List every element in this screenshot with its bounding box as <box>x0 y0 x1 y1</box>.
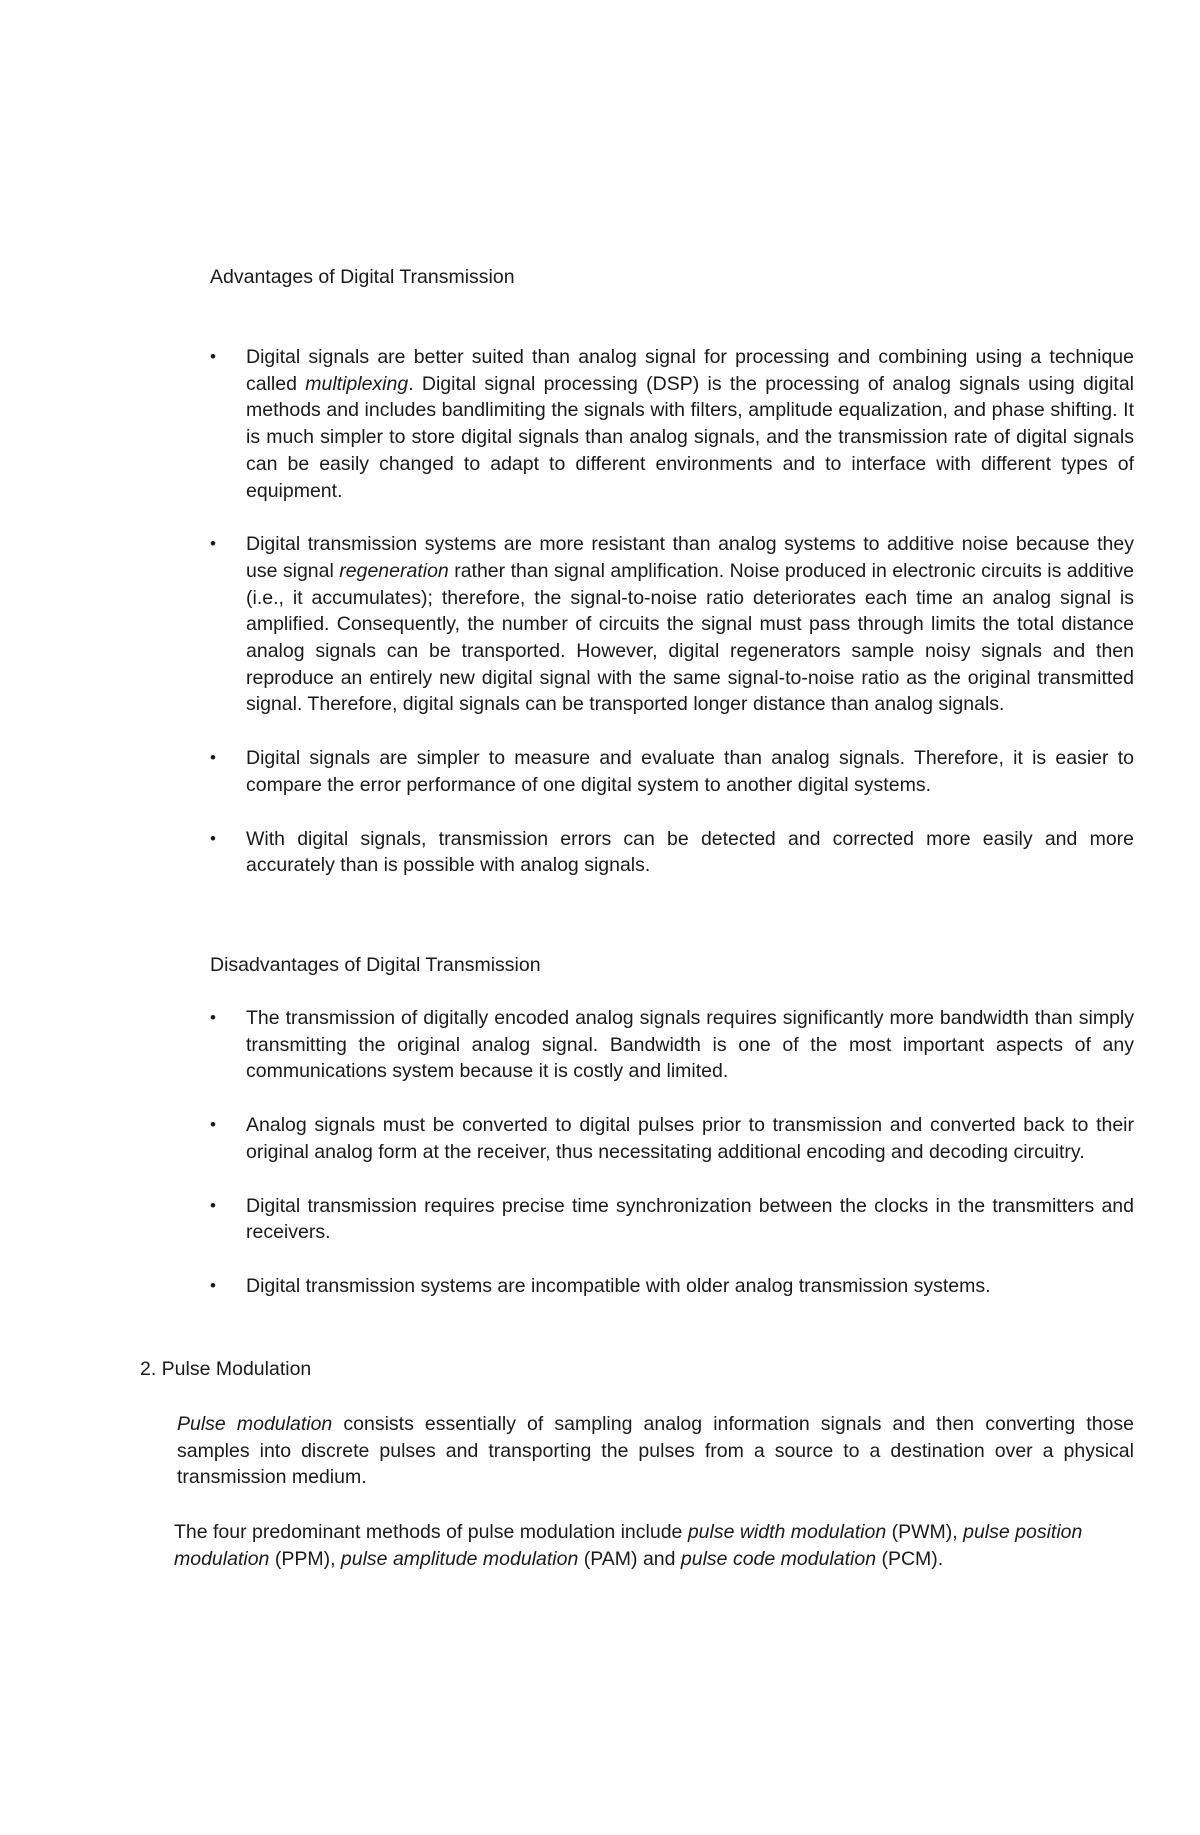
term-ppm: pulse position modulation <box>174 1521 1083 1570</box>
bullet-icon: • <box>210 1008 216 1027</box>
term-pcm: pulse code modulation <box>680 1547 877 1570</box>
item-text: Digital signals are simpler to measure and evaluate than analog signals. Therefore, it is easier to compare the error performance of one digital system to another digital systems. <box>246 747 1134 796</box>
bullet-icon: • <box>210 1275 216 1295</box>
item-text: Digital transmission systems are more resistant than analog systems to additive noise because they use signal regeneration rather than signal amplification. Noise produced in electronic circuits is additive (i.e., it accumulates); therefore, the signal-to-noise ratio deteriorates each time an analog signal is amplified. Consequently, the number of circuits the signal must pass through limits the total distance analog signals can be transported. However, digital regenerators sample noisy signals and then reproduce an entirely new digital signal with the same signal-to-noise ratio as the original transmitted signal. Therefore, digital signals can be transported longer distance than analog signals. <box>246 533 1134 716</box>
item-text: The transmission of digitally encoded analog signals requires significantly more bandwidth than simply transmitting the original analog signal. Bandwidth is one of the most important aspects of any communications system because it is costly and limited. <box>246 1007 1134 1083</box>
bullet-icon: • <box>210 828 216 848</box>
bullet-icon: • <box>210 534 216 554</box>
pulse-modulation-definition: Pulse modulation consists essentially of sampling analog information signals and then converting those samples into discrete pulses and transporting the pulses from a source to a destination over a physical transmission medium. <box>177 1413 1135 1489</box>
disadvantages-list <box>210 1005 1134 1300</box>
bullet-icon: • <box>210 748 216 768</box>
list-item <box>210 745 1134 798</box>
emphasis-multiplexing: multiplexing <box>305 372 409 395</box>
bullet-icon: • <box>210 347 216 366</box>
disadvantages-heading: Disadvantages of Digital Transmission <box>210 954 541 976</box>
item-text: Digital transmission requires precise time synchronization between the clocks in the transmitters and receivers. <box>246 1194 1134 1244</box>
item-text: Analog signals must be converted to digital pulses prior to transmission and converted back to their original analog form at the receiver, thus necessitating additional encoding and decoding circuitry. <box>246 1114 1134 1163</box>
emphasis-regeneration: regeneration <box>339 559 449 582</box>
list-item <box>210 1273 1134 1300</box>
item-text: Digital transmission systems are incompatible with older analog transmission systems. <box>246 1274 991 1297</box>
term-pam: pulse amplitude modulation <box>340 1547 579 1570</box>
item-text: With digital signals, transmission errors can be detected and corrected more easily and more accurately than is possible with analog signals. <box>246 827 1134 877</box>
advantages-heading: Advantages of Digital Transmission <box>210 266 515 288</box>
term-pulse-modulation: Pulse modulation <box>177 1413 333 1435</box>
advantages-list <box>210 344 1134 879</box>
list-item <box>210 1112 1134 1165</box>
list-item <box>210 344 1134 504</box>
item-text: Digital signals are better suited than analog signal for processing and combining using a technique called multiplexing. Digital signal processing (DSP) is the processing of analog signals using digital methods and includes bandlimiting the signals with filters, amplitude equalization, and phase shifting. It is much simpler to store digital signals than analog signals, and the transmission rate of digital signals can be easily changed to adapt to different environments and to interface with different types of equipment. <box>246 346 1134 502</box>
list-item <box>210 826 1134 879</box>
bullet-icon: • <box>210 1115 216 1135</box>
list-item <box>210 1005 1134 1085</box>
pulse-modulation-heading: 2. Pulse Modulation <box>140 1358 312 1380</box>
bullet-icon: • <box>210 1195 216 1215</box>
list-item <box>210 1193 1134 1246</box>
list-item <box>210 531 1134 718</box>
pulse-modulation-methods: The four predominant methods of pulse modulation include pulse width modulation (PWM), pulse position modulation (PPM), pulse amplitude modulation (PAM) and pulse code modulation (PCM). <box>174 1521 1083 1570</box>
term-pwm: pulse width modulation <box>687 1521 887 1543</box>
